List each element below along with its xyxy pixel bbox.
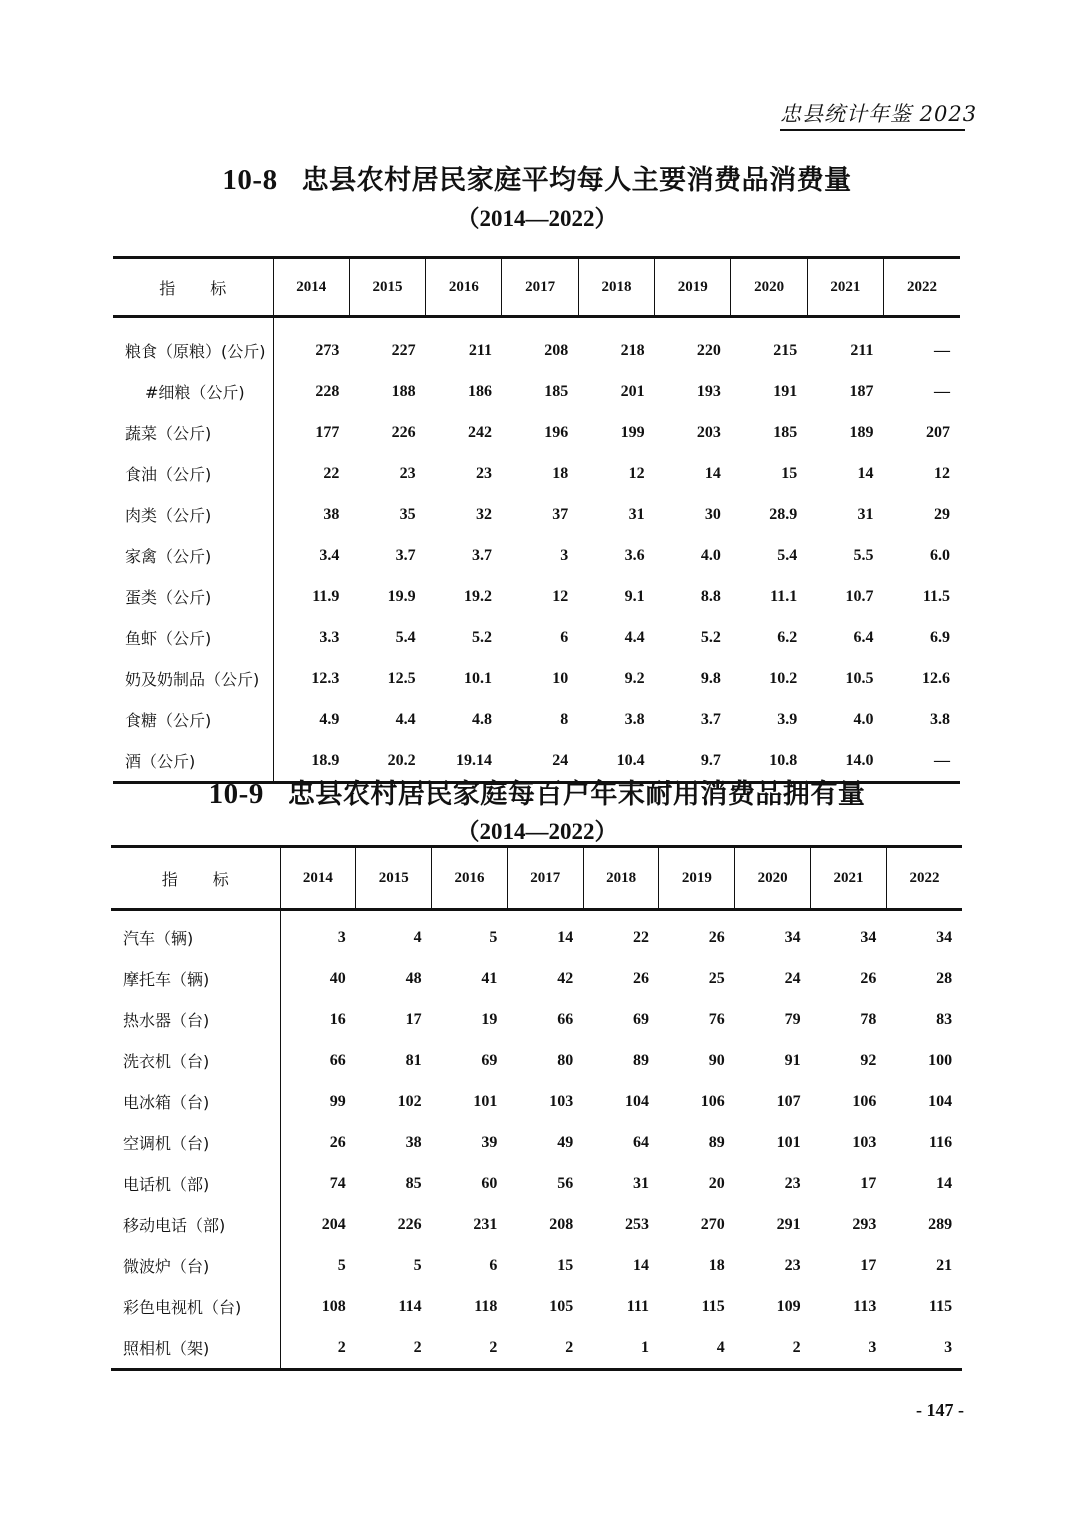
cell-value: 23 xyxy=(784,1256,801,1274)
cell-value: 10.2 xyxy=(769,669,798,687)
cell-value: 76 xyxy=(708,1010,725,1028)
table-10-8-title xyxy=(0,158,1074,197)
table-10-9 xyxy=(111,845,962,1371)
cell-value: 5 xyxy=(337,1256,346,1274)
cell-value: 18 xyxy=(708,1256,725,1274)
cell-value: 100 xyxy=(928,1051,953,1069)
cell-value: 1 xyxy=(583,1327,659,1370)
cell-value: 14 xyxy=(557,928,574,946)
cell-value: 242 xyxy=(467,423,492,441)
cell-value: 10.5 xyxy=(845,669,874,687)
row-label: 奶及奶制品（公斤) xyxy=(113,658,273,699)
cell-value: 19.9 xyxy=(387,587,416,605)
cell-value: 89 xyxy=(708,1133,725,1151)
cell-value: 31 xyxy=(628,505,645,523)
cell-value: 18 xyxy=(552,464,569,482)
cell-value: 12.5 xyxy=(387,669,416,687)
cell-value: 3 xyxy=(337,928,346,946)
cell-value: 32 xyxy=(475,505,492,523)
cell-value: 113 xyxy=(853,1297,877,1315)
cell-value: 38 xyxy=(405,1133,422,1151)
cell-value: 293 xyxy=(852,1215,877,1233)
cell-value: 78 xyxy=(860,1010,877,1028)
cell-value: 19 xyxy=(481,1010,498,1028)
cell-value: 215 xyxy=(773,341,798,359)
cell-value: 4.8 xyxy=(471,710,492,728)
cell-value: 9.2 xyxy=(624,669,645,687)
cell-value: 5 xyxy=(413,1256,422,1274)
cell-value: 19.14 xyxy=(426,740,502,783)
cell-value: 48 xyxy=(405,969,422,987)
table-row xyxy=(113,317,960,372)
cell-value: 208 xyxy=(549,1215,574,1233)
cell-value: 10.4 xyxy=(578,740,654,783)
cell-value: 23 xyxy=(784,1174,801,1192)
cell-value: 42 xyxy=(557,969,574,987)
cell-value: 9.8 xyxy=(700,669,721,687)
cell-value: 4 xyxy=(659,1327,735,1370)
row-label: 照相机（架) xyxy=(111,1327,280,1370)
row-label: 电话机（部) xyxy=(111,1163,280,1204)
cell-value: 185 xyxy=(773,423,798,441)
cell-value: 3.3 xyxy=(319,628,340,646)
header-year: 2020 xyxy=(735,847,811,910)
cell-value: 3 xyxy=(811,1327,887,1370)
cell-value: 17 xyxy=(860,1174,877,1192)
table-row xyxy=(113,371,960,412)
cell-value: 10.7 xyxy=(845,587,874,605)
cell-value: — xyxy=(884,740,960,783)
table-10-8-title-text: 忠县农村居民家庭平均每人主要消费品消费量 xyxy=(301,165,852,196)
cell-value: 6 xyxy=(489,1256,498,1274)
cell-value: 39 xyxy=(481,1133,498,1151)
cell-value: 2 xyxy=(735,1327,811,1370)
cell-value: 118 xyxy=(474,1297,498,1315)
cell-value: 99 xyxy=(329,1092,346,1110)
table-row xyxy=(111,999,962,1040)
cell-value: 18.9 xyxy=(273,740,349,783)
table-row xyxy=(113,617,960,658)
cell-value: 12.6 xyxy=(922,669,950,687)
cell-value: 31 xyxy=(632,1174,649,1192)
table-10-9-subtitle: （2014—2022） xyxy=(456,819,618,844)
row-label: #细粮（公斤) xyxy=(113,371,273,412)
cell-value: 81 xyxy=(405,1051,422,1069)
cell-value: 21 xyxy=(936,1256,953,1274)
table-10-8-number: 10-8 xyxy=(222,164,278,196)
cell-value: 3.8 xyxy=(624,710,645,728)
row-label: 摩托车（辆) xyxy=(111,958,280,999)
cell-value: 34 xyxy=(860,928,877,946)
cell-value: 218 xyxy=(620,341,645,359)
cell-value: 101 xyxy=(776,1133,801,1151)
cell-value: 108 xyxy=(321,1297,346,1315)
header-year: 2021 xyxy=(807,258,883,317)
cell-value: 231 xyxy=(473,1215,498,1233)
cell-value: 2 xyxy=(280,1327,356,1370)
row-label: 移动电话（部) xyxy=(111,1204,280,1245)
cell-value: 4.9 xyxy=(319,710,340,728)
cell-value: 12 xyxy=(628,464,645,482)
table-row xyxy=(113,658,960,699)
cell-value: 3.7 xyxy=(700,710,721,728)
cell-value: 10.8 xyxy=(731,740,807,783)
cell-value: 79 xyxy=(784,1010,801,1028)
cell-value: 211 xyxy=(468,341,492,359)
header-year: 2017 xyxy=(502,258,578,317)
cell-value: 115 xyxy=(701,1297,725,1315)
cell-value: 85 xyxy=(405,1174,422,1192)
header-year: 2021 xyxy=(811,847,887,910)
table-10-8-header-row xyxy=(113,258,960,317)
table-row xyxy=(111,1163,962,1204)
table-row xyxy=(113,412,960,453)
cell-value: 91 xyxy=(784,1051,801,1069)
table-10-9-title xyxy=(0,772,1074,811)
cell-value: 291 xyxy=(776,1215,801,1233)
cell-value: 4.0 xyxy=(700,546,721,564)
cell-value: 20 xyxy=(708,1174,725,1192)
cell-value: 26 xyxy=(860,969,877,987)
row-label: 蔬菜（公斤) xyxy=(113,412,273,453)
table-row xyxy=(113,535,960,576)
cell-value: 9.7 xyxy=(655,740,731,783)
cell-value: 17 xyxy=(405,1010,422,1028)
row-label: 鱼虾（公斤) xyxy=(113,617,273,658)
cell-value: 40 xyxy=(329,969,346,987)
header-year: 2022 xyxy=(886,847,962,910)
row-label: 汽车（辆) xyxy=(111,910,280,959)
cell-value: 31 xyxy=(857,505,874,523)
cell-value: 177 xyxy=(315,423,340,441)
cell-value: 4.4 xyxy=(624,628,645,646)
cell-value: 201 xyxy=(620,382,645,400)
cell-value: 69 xyxy=(632,1010,649,1028)
cell-value: 25 xyxy=(708,969,725,987)
header-year: 2018 xyxy=(578,258,654,317)
cell-value: 104 xyxy=(928,1092,953,1110)
cell-value: 3 xyxy=(886,1327,962,1370)
cell-value: 3.6 xyxy=(624,546,645,564)
cell-value: 2 xyxy=(356,1327,432,1370)
cell-value: 114 xyxy=(398,1297,422,1315)
cell-value: 103 xyxy=(852,1133,877,1151)
cell-value: 203 xyxy=(696,423,721,441)
row-label: 电冰箱（台) xyxy=(111,1081,280,1122)
cell-value: 22 xyxy=(323,464,340,482)
table-10-8-body xyxy=(113,317,960,783)
cell-value: 16 xyxy=(329,1010,346,1028)
table-row xyxy=(111,1040,962,1081)
cell-value: 186 xyxy=(467,382,492,400)
running-head: 忠县统计年鉴 2023 xyxy=(780,100,965,131)
cell-value: 15 xyxy=(557,1256,574,1274)
cell-value: 185 xyxy=(544,382,569,400)
header-year: 2018 xyxy=(583,847,659,910)
row-label: 空调机（台) xyxy=(111,1122,280,1163)
header-year: 2016 xyxy=(426,258,502,317)
cell-value: 204 xyxy=(321,1215,346,1233)
table-row xyxy=(113,453,960,494)
cell-value: 270 xyxy=(700,1215,725,1233)
cell-value: 24 xyxy=(502,740,578,783)
cell-value: — xyxy=(934,341,950,359)
header-indicator: 指 标 xyxy=(113,258,273,317)
cell-value: 208 xyxy=(544,341,569,359)
cell-value: 4.4 xyxy=(395,710,416,728)
cell-value: 5.4 xyxy=(395,628,416,646)
cell-value: 10.1 xyxy=(463,669,492,687)
cell-value: 289 xyxy=(928,1215,953,1233)
cell-value: 3.7 xyxy=(471,546,492,564)
cell-value: 191 xyxy=(773,382,798,400)
cell-value: 3.8 xyxy=(930,710,950,728)
cell-value: 188 xyxy=(391,382,416,400)
cell-value: 101 xyxy=(473,1092,498,1110)
cell-value: 6.0 xyxy=(930,546,950,564)
cell-value: 220 xyxy=(696,341,721,359)
cell-value: 211 xyxy=(850,341,874,359)
cell-value: 196 xyxy=(544,423,569,441)
cell-value: 10 xyxy=(552,669,569,687)
table-row xyxy=(111,1081,962,1122)
cell-value: 41 xyxy=(481,969,498,987)
cell-value: 226 xyxy=(391,423,416,441)
cell-value: 9.1 xyxy=(624,587,645,605)
cell-value: 60 xyxy=(481,1174,498,1192)
cell-value: 37 xyxy=(552,505,569,523)
cell-value: 6.2 xyxy=(777,628,798,646)
cell-value: 6.4 xyxy=(853,628,874,646)
cell-value: 38 xyxy=(323,505,340,523)
cell-value: 207 xyxy=(926,423,950,441)
cell-value: 2 xyxy=(432,1327,508,1370)
row-label: 食糖（公斤) xyxy=(113,699,273,740)
header-year: 2019 xyxy=(655,258,731,317)
table-10-8 xyxy=(113,256,960,784)
cell-value: 109 xyxy=(776,1297,801,1315)
header-year: 2014 xyxy=(280,847,356,910)
cell-value: 107 xyxy=(776,1092,801,1110)
cell-value: 5.2 xyxy=(700,628,721,646)
cell-value: 24 xyxy=(784,969,801,987)
cell-value: 228 xyxy=(315,382,340,400)
table-10-9-body xyxy=(111,910,962,1370)
header-year: 2019 xyxy=(659,847,735,910)
header-year: 2015 xyxy=(349,258,425,317)
cell-value: 3 xyxy=(560,546,569,564)
cell-value: 14 xyxy=(704,464,721,482)
cell-value: 28 xyxy=(936,969,953,987)
cell-value: 56 xyxy=(557,1174,574,1192)
table-row xyxy=(111,958,962,999)
cell-value: 3.7 xyxy=(395,546,416,564)
cell-value: 15 xyxy=(781,464,798,482)
cell-value: 5.4 xyxy=(777,546,798,564)
cell-value: 187 xyxy=(849,382,874,400)
header-indicator: 指 标 xyxy=(111,847,280,910)
cell-value: 49 xyxy=(557,1133,574,1151)
cell-value: 6.9 xyxy=(930,628,950,646)
cell-value: 26 xyxy=(632,969,649,987)
cell-value: 23 xyxy=(475,464,492,482)
row-label: 肉类（公斤) xyxy=(113,494,273,535)
cell-value: 83 xyxy=(936,1010,953,1028)
header-year: 2016 xyxy=(432,847,508,910)
table-row xyxy=(111,1204,962,1245)
cell-value: 193 xyxy=(696,382,721,400)
cell-value: 5.2 xyxy=(471,628,492,646)
table-10-9-header-row xyxy=(111,847,962,910)
cell-value: 92 xyxy=(860,1051,877,1069)
cell-value: 102 xyxy=(397,1092,422,1110)
cell-value: 6 xyxy=(560,628,569,646)
cell-value: 66 xyxy=(557,1010,574,1028)
cell-value: 2 xyxy=(507,1327,583,1370)
cell-value: 12 xyxy=(934,464,950,482)
cell-value: 273 xyxy=(315,341,340,359)
cell-value: 74 xyxy=(329,1174,346,1192)
cell-value: 226 xyxy=(397,1215,422,1233)
cell-value: 106 xyxy=(700,1092,725,1110)
table-10-8-subtitle: （2014—2022） xyxy=(456,206,618,231)
cell-value: 34 xyxy=(936,928,953,946)
cell-value: 3.9 xyxy=(777,710,798,728)
cell-value: 17 xyxy=(860,1256,877,1274)
cell-value: 111 xyxy=(626,1297,649,1315)
cell-value: 8 xyxy=(560,710,569,728)
row-label: 洗衣机（台) xyxy=(111,1040,280,1081)
cell-value: — xyxy=(934,382,950,400)
cell-value: 64 xyxy=(632,1133,649,1151)
cell-value: 116 xyxy=(929,1133,953,1151)
cell-value: 90 xyxy=(708,1051,725,1069)
cell-value: 19.2 xyxy=(463,587,492,605)
cell-value: 11.1 xyxy=(770,587,798,605)
header-year: 2015 xyxy=(356,847,432,910)
cell-value: 103 xyxy=(549,1092,574,1110)
cell-value: 106 xyxy=(852,1092,877,1110)
table-row xyxy=(111,1327,962,1370)
row-label: 家禽（公斤) xyxy=(113,535,273,576)
cell-value: 4 xyxy=(413,928,422,946)
cell-value: 11.5 xyxy=(922,587,950,605)
row-label: 热水器（台) xyxy=(111,999,280,1040)
cell-value: 89 xyxy=(632,1051,649,1069)
cell-value: 34 xyxy=(784,928,801,946)
row-label: 酒（公斤) xyxy=(113,740,273,783)
cell-value: 5.5 xyxy=(853,546,874,564)
cell-value: 11.9 xyxy=(312,587,340,605)
cell-value: 3.4 xyxy=(319,546,340,564)
header-year: 2017 xyxy=(507,847,583,910)
cell-value: 26 xyxy=(708,928,725,946)
cell-value: 5 xyxy=(489,928,498,946)
table-row xyxy=(111,1122,962,1163)
cell-value: 189 xyxy=(849,423,874,441)
cell-value: 26 xyxy=(329,1133,346,1151)
cell-value: 115 xyxy=(929,1297,953,1315)
cell-value: 12 xyxy=(552,587,569,605)
cell-value: 23 xyxy=(399,464,416,482)
cell-value: 29 xyxy=(934,505,950,523)
cell-value: 80 xyxy=(557,1051,574,1069)
cell-value: 69 xyxy=(481,1051,498,1069)
cell-value: 14 xyxy=(632,1256,649,1274)
table-row xyxy=(113,699,960,740)
table-10-9-number: 10-9 xyxy=(208,778,264,810)
cell-value: 28.9 xyxy=(769,505,798,523)
cell-value: 199 xyxy=(620,423,645,441)
cell-value: 66 xyxy=(329,1051,346,1069)
cell-value: 35 xyxy=(399,505,416,523)
header-year: 2014 xyxy=(273,258,349,317)
row-label: 微波炉（台) xyxy=(111,1245,280,1286)
cell-value: 20.2 xyxy=(349,740,425,783)
row-label: 彩色电视机（台) xyxy=(111,1286,280,1327)
cell-value: 22 xyxy=(632,928,649,946)
table-10-9-title-text: 忠县农村居民家庭每百户年末耐用消费品拥有量 xyxy=(287,779,866,810)
cell-value: 105 xyxy=(549,1297,574,1315)
cell-value: 30 xyxy=(704,505,721,523)
cell-value: 8.8 xyxy=(700,587,721,605)
cell-value: 227 xyxy=(391,341,416,359)
header-year: 2020 xyxy=(731,258,807,317)
cell-value: 253 xyxy=(624,1215,649,1233)
table-row xyxy=(111,910,962,959)
table-row xyxy=(113,494,960,535)
header-year: 2022 xyxy=(884,258,960,317)
cell-value: 104 xyxy=(624,1092,649,1110)
row-label: 蛋类（公斤) xyxy=(113,576,273,617)
row-label: 食油（公斤) xyxy=(113,453,273,494)
table-row xyxy=(111,1286,962,1327)
cell-value: 4.0 xyxy=(853,710,874,728)
page-number: - 147 - xyxy=(916,1400,964,1420)
row-label: 粮食（原粮）(公斤) xyxy=(113,317,273,372)
cell-value: 14 xyxy=(857,464,874,482)
cell-value: 14 xyxy=(936,1174,953,1192)
cell-value: 14.0 xyxy=(807,740,883,783)
table-row xyxy=(111,1245,962,1286)
table-row xyxy=(113,576,960,617)
cell-value: 12.3 xyxy=(311,669,340,687)
